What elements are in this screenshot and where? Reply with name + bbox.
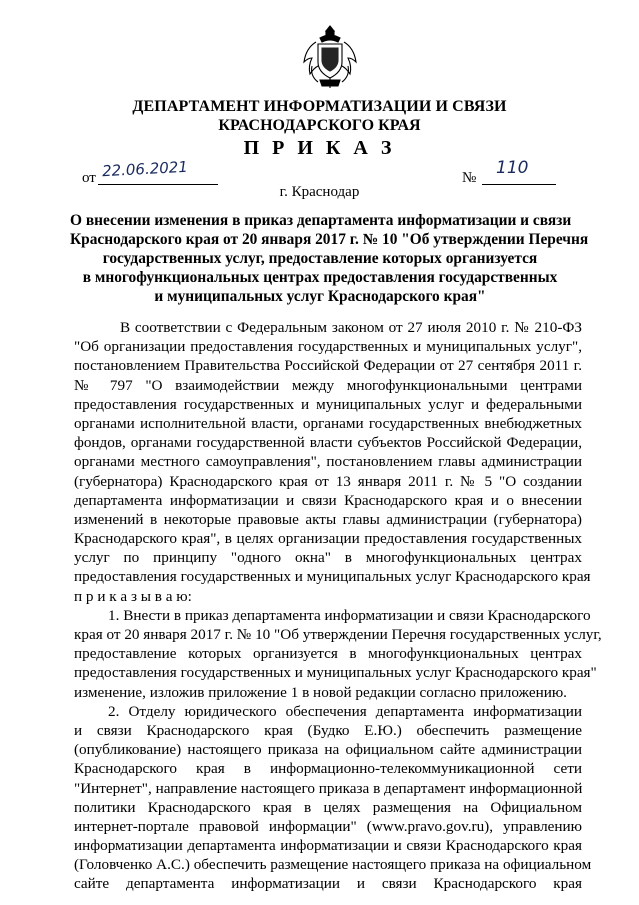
body-line-prikazyvayu: п р и к а з ы в а ю:	[74, 587, 192, 605]
body-line: В соответствии с Федеральным законом от 27 июля 2010 г. № 210-ФЗ	[120, 319, 582, 336]
number-handwritten: 110	[496, 158, 529, 178]
subject-line: в многофункциональных центрах предоставления государственных	[82, 269, 558, 286]
body-line: интернет-портале правовой информации" (www.pravo.gov.ru), управлению	[74, 817, 582, 835]
body-line: Краснодарского края в информационно-телекоммуникационной сети	[74, 760, 582, 778]
number-label: №	[462, 170, 477, 186]
body-line: органами местного самоуправления", постановлением главы администрации	[74, 453, 582, 471]
order-body	[74, 318, 602, 894]
subject-line: и муниципальных услуг Краснодарского края"	[154, 288, 486, 305]
coat-of-arms-icon	[298, 22, 362, 90]
city-line: г. Краснодар	[279, 184, 360, 200]
document-type-title: П Р И К А З	[243, 137, 396, 159]
date-label: от	[82, 170, 96, 186]
body-line: услуг по принципу "одного окна" в многофункциональных центрах	[74, 549, 582, 567]
body-line: предоставление которых организуется в многофункциональных центрах	[74, 645, 582, 663]
body-line: постановлением Правительства Российской Федерации от 27 сентября 2011 г.	[74, 357, 582, 375]
body-line: изменений в некоторые правовые акты главы администрации (губернатора)	[74, 510, 582, 528]
body-line-item2: 2. Отделу юридического обеспечения департамента информатизации	[108, 702, 582, 720]
body-line: сайте департамента информатизации и связи Краснодарского края	[74, 875, 582, 893]
subject-line: Краснодарского края от 20 января 2017 г. № 10 "Об утверждении Перечня	[70, 231, 589, 248]
body-line: фондов, органами государственной власти субъектов Российской Федерации,	[74, 434, 582, 452]
body-line: края от 20 января 2017 г. № 10 "Об утверждении Перечня государственных услуг,	[74, 626, 602, 643]
body-line: (губернатора) Краснодарского края от 13 января 2011 г. № 5 "О создании	[74, 472, 582, 490]
order-subject	[70, 211, 589, 306]
date-handwritten: 22.06.2021	[101, 157, 189, 181]
body-line: информатизации департамента информатизации и связи Краснодарского края	[74, 837, 582, 855]
body-line: предоставления государственных и муниципальных услуг Краснодарского края	[74, 568, 591, 586]
body-line: предоставления государственных и муниципальных услуг Краснодарского края"	[74, 664, 597, 682]
body-line: (Головченко А.С.) обеспечить размещение настоящего приказа на официальном	[74, 856, 592, 874]
body-line: предоставления государственных и муниципальных услуг и федеральными	[74, 395, 582, 413]
body-line: департамента информатизации и связи Краснодарского края и о внесении	[74, 491, 582, 509]
subject-line: О внесении изменения в приказ департамента информатизации и связи	[70, 212, 572, 229]
body-line: (опубликование) настоящего приказа на официальном сайте администрации	[74, 741, 582, 759]
body-line: "Об организации предоставления государственных и муниципальных услуг",	[74, 338, 582, 356]
department-name-line1: ДЕПАРТАМЕНТ ИНФОРМАТИЗАЦИИ И СВЯЗИ	[132, 98, 507, 115]
body-line: "Интернет", направление настоящего приказа в департамент информационной	[74, 779, 583, 797]
body-line: Краснодарского края", в целях организации предоставления государственных	[74, 530, 582, 548]
body-line: и связи Краснодарского края (Будко Е.Ю.) обеспечить размещение	[74, 721, 582, 739]
body-line: изменение, изложив приложение 1 в новой редакции согласно приложению.	[74, 683, 567, 701]
body-line: органами исполнительной власти, органами государственных внебюджетных	[74, 414, 582, 432]
subject-line: государственных услуг, предоставление которых организуется	[102, 250, 538, 267]
body-line: политики Краснодарского края в целях размещения на Официальном	[74, 798, 582, 816]
body-line-item1: 1. Внести в приказ департамента информатизации и связи Краснодарского	[108, 606, 591, 624]
body-line: № 797 "О взаимодействии между многофункциональными центрами	[74, 376, 582, 394]
department-name-line2: КРАСНОДАРСКОГО КРАЯ	[218, 117, 421, 134]
